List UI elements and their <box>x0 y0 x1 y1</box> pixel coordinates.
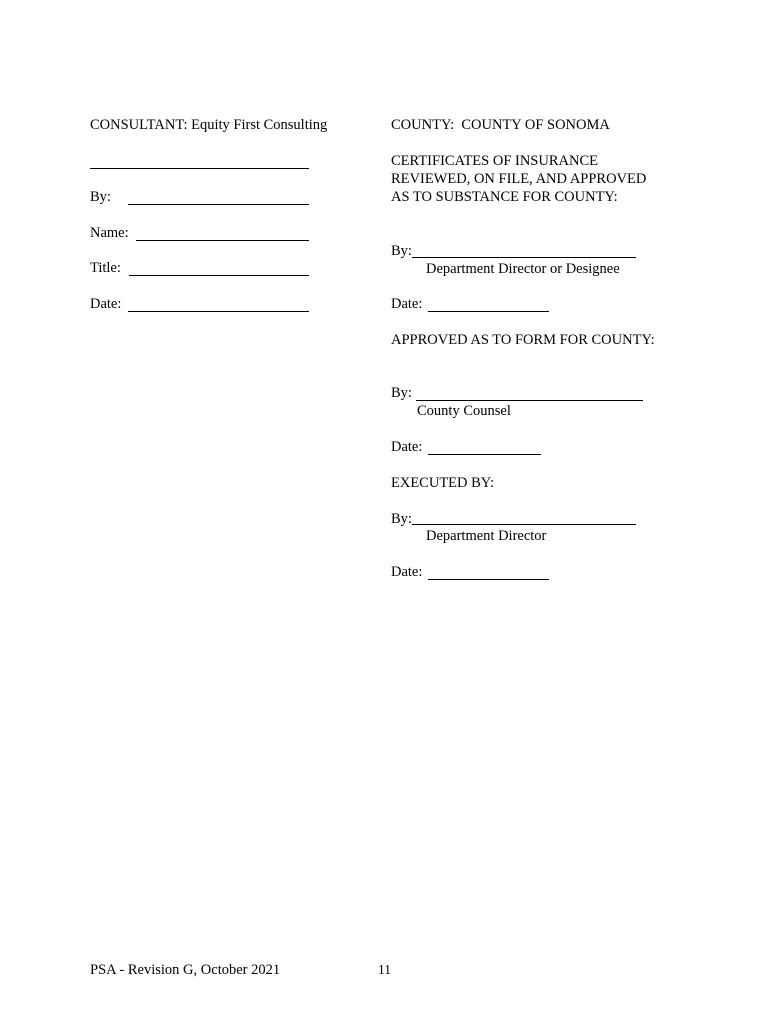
consultant-date-line[interactable] <box>128 311 309 312</box>
approved-form-signer-title: County Counsel <box>417 403 511 419</box>
approved-form-by-line[interactable] <box>416 400 643 401</box>
consultant-title-line[interactable] <box>129 275 309 276</box>
certificates-signer-title: Department Director or Designee <box>426 261 620 277</box>
consultant-by-label: By: <box>90 189 111 205</box>
approved-form-by-label: By: <box>391 385 412 401</box>
approved-form-heading: APPROVED AS TO FORM FOR COUNTY: <box>391 332 655 348</box>
approved-form-date-label: Date: <box>391 439 423 455</box>
certificates-date-line[interactable] <box>428 311 549 312</box>
county-heading: COUNTY: COUNTY OF SONOMA <box>391 117 610 133</box>
consultant-name-label: Name: <box>90 225 129 241</box>
executed-date-label: Date: <box>391 564 423 580</box>
certificates-line-1: CERTIFICATES OF INSURANCE <box>391 153 598 169</box>
approved-form-date-line[interactable] <box>428 454 541 455</box>
consultant-by-line[interactable] <box>128 204 309 205</box>
executed-signer-title: Department Director <box>426 528 547 544</box>
consultant-date-label: Date: <box>90 296 122 312</box>
certificates-line-3: AS TO SUBSTANCE FOR COUNTY: <box>391 189 618 205</box>
consultant-title-label: Title: <box>90 260 121 276</box>
consultant-heading: CONSULTANT: Equity First Consulting <box>90 117 328 133</box>
executed-by-line[interactable] <box>412 524 636 525</box>
certificates-by-line[interactable] <box>412 257 636 258</box>
executed-date-line[interactable] <box>428 579 549 580</box>
certificates-date-label: Date: <box>391 296 423 312</box>
certificates-by-label: By: <box>391 243 412 259</box>
consultant-signature-line[interactable] <box>90 168 309 169</box>
executed-heading: EXECUTED BY: <box>391 475 494 491</box>
page-number: 11 <box>378 962 391 977</box>
certificates-line-2: REVIEWED, ON FILE, AND APPROVED <box>391 171 647 187</box>
executed-by-label: By: <box>391 511 412 527</box>
footer-revision: PSA - Revision G, October 2021 <box>90 962 281 978</box>
consultant-name-line[interactable] <box>136 240 309 241</box>
